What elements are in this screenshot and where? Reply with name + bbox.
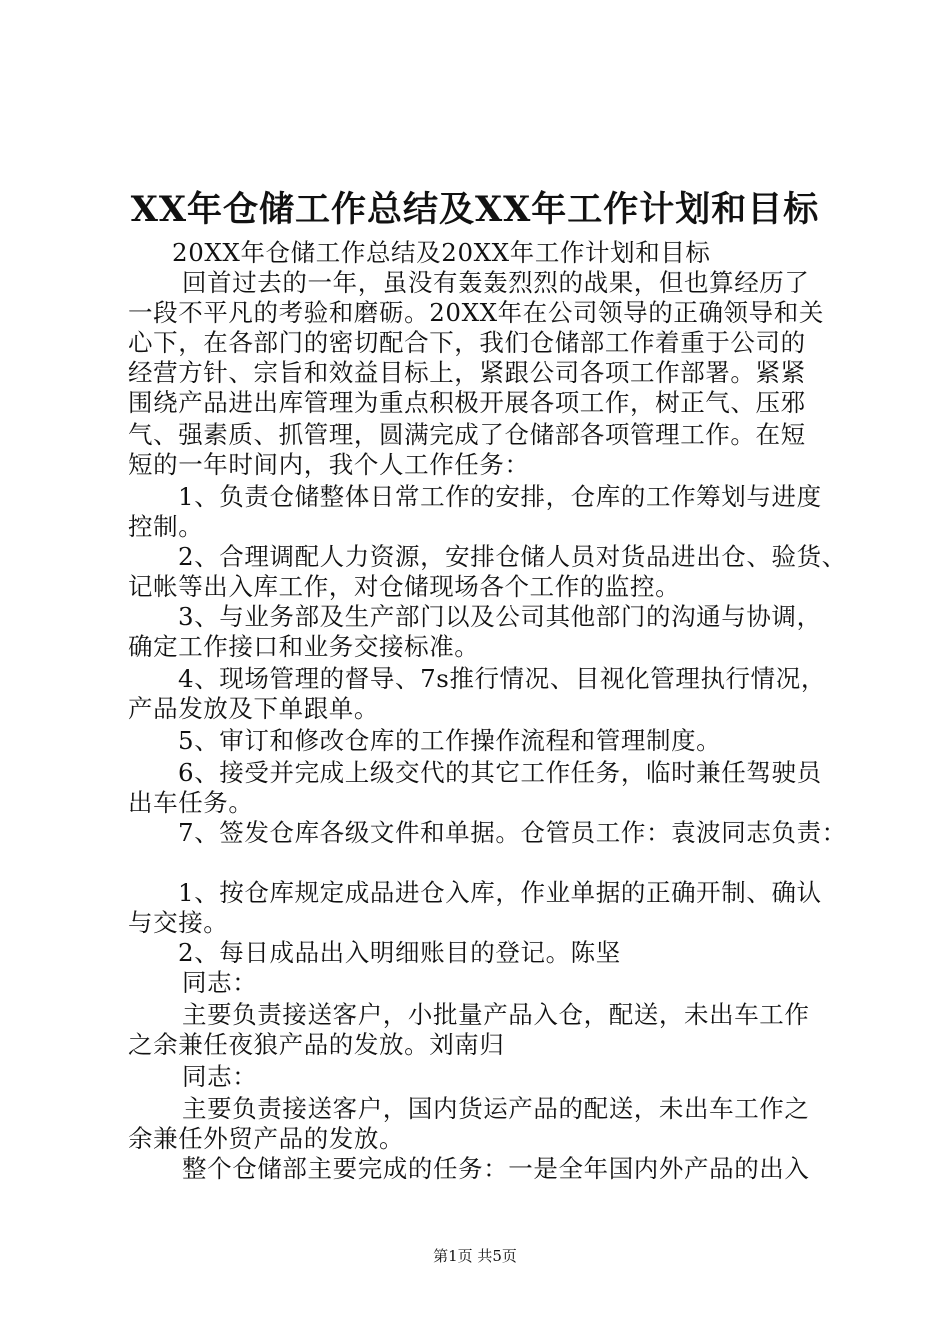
paragraph-line: 余兼任外贸产品的发放。 [128, 1124, 405, 1153]
list-item-line: 产品发放及下单跟单。 [128, 694, 379, 723]
paragraph-line: 气、强素质、抓管理，圆满完成了仓储部各项管理工作。在短 [128, 420, 806, 449]
page-number: 第1页 共5页 [433, 1247, 517, 1265]
list-item-line: 6、接受并完成上级交代的其它工作任务，临时兼任驾驶员 [178, 758, 822, 787]
paragraph-line: 回首过去的一年，虽没有轰轰烈烈的战果，但也算经历了 [182, 268, 810, 297]
list-item-line: 记帐等出入库工作，对仓储现场各个工作的监控。 [128, 572, 681, 601]
list-item-line: 确定工作接口和业务交接标准。 [128, 632, 480, 661]
list-item-line: 4、现场管理的督导、7s推行情况、目视化管理执行情况， [178, 664, 826, 693]
paragraph-line: 围绕产品进出库管理为重点积极开展各项工作，树正气、压邪 [128, 388, 806, 417]
paragraph-line: 一段不平凡的考验和磨砺。20XX年在公司领导的正确领导和关 [128, 298, 824, 327]
list-item-line: 出车任务。 [128, 788, 254, 817]
list-item-line: 3、与业务部及生产部门以及公司其他部门的沟通与协调， [178, 602, 822, 631]
list-item-line: 5、审订和修改仓库的工作操作流程和管理制度。 [178, 726, 722, 755]
paragraph-line: 整个仓储部主要完成的任务：一是全年国内外产品的出入 [182, 1154, 810, 1183]
paragraph-line: 主要负责接送客户，小批量产品入仓，配送，未出车工作 [182, 1000, 810, 1029]
document-title: XX年仓储工作总结及XX年工作计划和目标 [130, 189, 820, 230]
list-item-line: 控制。 [128, 512, 204, 541]
paragraph-line: 之余兼任夜狼产品的发放。刘南归 [128, 1030, 505, 1059]
paragraph-line: 主要负责接送客户，国内货运产品的配送，未出车工作之 [182, 1094, 810, 1123]
paragraph-line: 经营方针、宗旨和效益目标上，紧跟公司各项工作部署。紧紧 [128, 358, 806, 387]
list-item-line: 1、按仓库规定成品进仓入库，作业单据的正确开制、确认 [178, 878, 822, 907]
subtitle-line: 20XX年仓储工作总结及20XX年工作计划和目标 [172, 238, 711, 267]
paragraph-line: 短的一年时间内，我个人工作任务： [128, 450, 530, 479]
list-item-line: 与交接。 [128, 908, 229, 937]
list-item-line: 7、签发仓库各级文件和单据。仓管员工作：袁波同志负责： [178, 818, 847, 847]
list-item-line: 2、合理调配人力资源，安排仓储人员对货品进出仓、验货、 [178, 542, 847, 571]
paragraph-line: 同志： [182, 1062, 258, 1091]
paragraph-line: 心下，在各部门的密切配合下，我们仓储部工作着重于公司的 [128, 328, 806, 357]
list-item-line: 1、负责仓储整体日常工作的安排，仓库的工作筹划与进度 [178, 482, 822, 511]
list-item-line: 2、每日成品出入明细账目的登记。陈坚 [178, 938, 621, 967]
paragraph-line: 同志： [182, 968, 258, 997]
